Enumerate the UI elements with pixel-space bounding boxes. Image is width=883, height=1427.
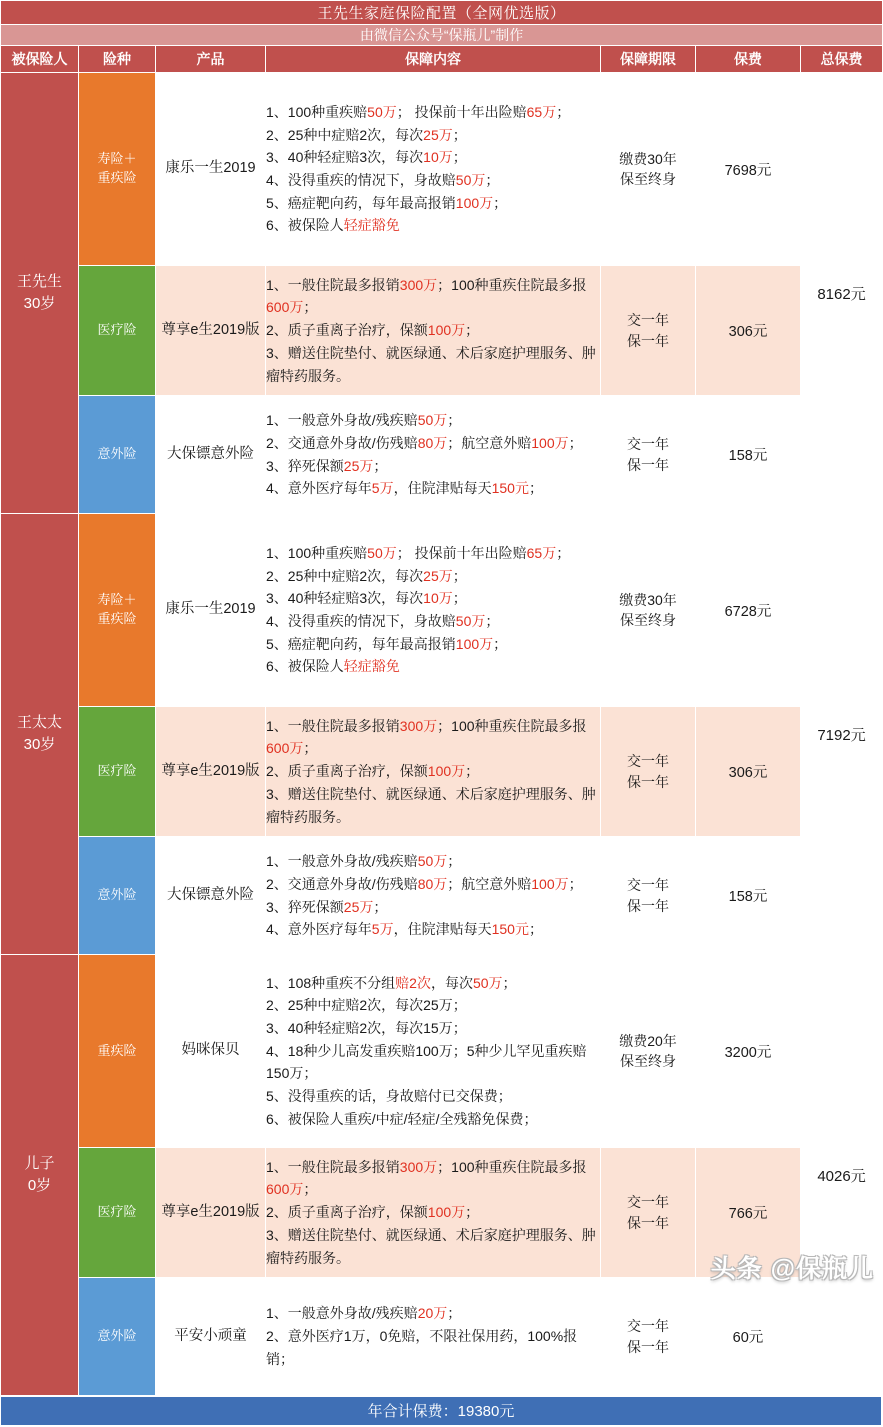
- product-name-cell: 康乐一生2019: [156, 514, 266, 707]
- coverage-period-cell: [601, 396, 696, 514]
- table-header: [1, 1, 883, 73]
- coverage-text: 1、100种重疾赔: [266, 544, 368, 561]
- coverage-period-line: 保至终身: [620, 1053, 676, 1069]
- coverage-text: 2、质子重离子治疗，保额: [266, 763, 428, 780]
- coverage-highlight: 100万: [531, 434, 569, 451]
- premium-cell: 60元: [696, 1278, 801, 1396]
- premium-cell: 766元: [696, 1148, 801, 1278]
- coverage-text: ；: [465, 1204, 480, 1221]
- coverage-text: 3、40种轻症赔3次，每次: [266, 590, 424, 607]
- coverage-line: [266, 542, 600, 565]
- col-header-total: 总保费: [801, 46, 883, 73]
- coverage-text: 4、意外医疗每年: [266, 921, 372, 938]
- table-row: [1, 837, 883, 955]
- section-total-premium-cell: 7192元: [801, 514, 883, 955]
- coverage-line: [266, 587, 600, 610]
- title-row: [1, 1, 883, 25]
- coverage-text: ；: [493, 194, 508, 211]
- coverage-period-line: 保一年: [627, 1338, 669, 1355]
- coverage-text: 4、意外医疗每年: [266, 480, 372, 497]
- coverage-line: [266, 1224, 600, 1269]
- coverage-text: ；: [452, 149, 467, 166]
- coverage-text: 4、18种少儿高发重疾赔100万；5种少儿罕见重疾赔150万；: [266, 1042, 587, 1082]
- coverage-line: [266, 994, 600, 1017]
- product-name-cell: 康乐一生2019: [156, 73, 266, 266]
- coverage-line: [266, 783, 600, 828]
- coverage-period-line: 交一年: [627, 436, 669, 453]
- coverage-highlight: 100万: [455, 635, 494, 652]
- table-row: [1, 514, 883, 707]
- coverage-content-cell: [266, 955, 601, 1148]
- coverage-text: 1、一般住院最多报销: [266, 1158, 400, 1175]
- insured-person-cell: [1, 955, 79, 1396]
- coverage-line: [266, 124, 600, 147]
- coverage-text: 5、癌症靶向药，每年最高报销: [266, 635, 456, 652]
- section-total-premium-cell: 8162元: [801, 73, 883, 514]
- premium-cell: 158元: [696, 396, 801, 514]
- coverage-highlight: 80万: [417, 875, 448, 892]
- coverage-line: [266, 1325, 600, 1370]
- insurance-type-cell: [79, 1148, 156, 1278]
- coverage-content-cell: [266, 837, 601, 955]
- premium-cell: 6728元: [696, 514, 801, 707]
- coverage-highlight: 5万: [371, 480, 394, 497]
- coverage-line: [266, 1108, 600, 1131]
- premium-cell: 306元: [696, 707, 801, 837]
- coverage-text: 1、一般意外身故/残疾赔: [266, 412, 418, 429]
- coverage-highlight: 20万: [417, 1305, 448, 1322]
- coverage-period-line: 交一年: [627, 1318, 669, 1335]
- coverage-text: ；: [502, 974, 517, 991]
- coverage-text: 2、交通意外身故/伤残赔: [266, 875, 418, 892]
- insured-name: 儿子: [24, 1154, 55, 1172]
- coverage-highlight: 150元: [491, 921, 529, 938]
- coverage-period-cell: [601, 1148, 696, 1278]
- premium-cell: 7698元: [696, 73, 801, 266]
- coverage-line: [266, 214, 600, 237]
- coverage-period-line: 交一年: [627, 753, 669, 770]
- coverage-text: ；: [447, 412, 462, 429]
- insurance-type-cell: [79, 707, 156, 837]
- coverage-period-line: 保至终身: [620, 612, 676, 628]
- coverage-highlight: 50万: [472, 974, 503, 991]
- coverage-highlight: 5万: [371, 921, 394, 938]
- insurance-type-cell: [79, 837, 156, 955]
- coverage-line: [266, 972, 600, 995]
- coverage-period-cell: [601, 514, 696, 707]
- coverage-period-line: 保一年: [627, 897, 669, 914]
- coverage-line: [266, 342, 600, 387]
- coverage-line: [266, 477, 600, 500]
- coverage-content-cell: [266, 396, 601, 514]
- coverage-text: ，住院津贴每天: [393, 921, 492, 938]
- coverage-line: [266, 1201, 600, 1224]
- coverage-text: ；: [452, 126, 467, 143]
- coverage-text: 3、赠送住院垫付、就医绿通、术后家庭护理服务、肿瘤特药服务。: [266, 785, 596, 825]
- coverage-text: ；: [452, 590, 467, 607]
- coverage-highlight: 300万: [399, 1158, 438, 1175]
- coverage-text: 1、一般意外身故/残疾赔: [266, 853, 418, 870]
- coverage-line: [266, 274, 600, 319]
- insurance-type-cell: [79, 73, 156, 266]
- coverage-text: ；: [485, 613, 500, 629]
- coverage-text: 2、25种中症赔2次，每次: [266, 567, 424, 584]
- coverage-line: [266, 1040, 600, 1085]
- coverage-period-line: 缴费20年: [619, 1032, 677, 1049]
- table-row: [1, 955, 883, 1148]
- product-name-cell: 平安小顽童: [156, 1278, 266, 1396]
- coverage-period-line: 保至终身: [620, 171, 676, 187]
- coverage-period-line: 保一年: [627, 773, 669, 790]
- coverage-line: [266, 873, 600, 896]
- table-row: [1, 1278, 883, 1396]
- col-header-insured: 被保险人: [1, 46, 79, 73]
- coverage-text: 3、猝死保额: [266, 457, 344, 474]
- coverage-period-line: 交一年: [627, 877, 669, 894]
- coverage-line: [266, 896, 600, 919]
- coverage-line: [266, 655, 600, 678]
- coverage-text: 3、赠送住院垫付、就医绿通、术后家庭护理服务、肿瘤特药服务。: [266, 1226, 596, 1266]
- page-title: 王先生家庭保险配置（全网优选版）: [1, 1, 883, 25]
- coverage-text: 6、被保险人: [266, 217, 344, 234]
- coverage-text: ；: [447, 853, 462, 870]
- insurance-type-cell: [79, 1278, 156, 1396]
- coverage-text: 6、被保险人重疾/中症/轻症/全残豁免保费；: [266, 1110, 538, 1127]
- coverage-line: [266, 169, 600, 192]
- coverage-highlight: 10万: [423, 149, 453, 166]
- product-name-cell: 尊享e生2019版: [156, 1148, 266, 1278]
- coverage-highlight: 300万: [399, 717, 438, 734]
- coverage-text: ；: [465, 322, 480, 339]
- coverage-period-line: 保一年: [627, 332, 669, 349]
- coverage-text: 2、交通意外身故/伤残赔: [266, 434, 418, 451]
- table-row: [1, 73, 883, 266]
- coverage-text: 3、猝死保额: [266, 898, 344, 915]
- coverage-highlight: 600万: [266, 1181, 304, 1198]
- coverage-text: 3、40种轻症赔3次，每次: [266, 149, 424, 166]
- coverage-text: ，每次: [430, 974, 473, 991]
- coverage-highlight: 10万: [423, 590, 453, 607]
- insurance-type-label: 意外险: [97, 1328, 137, 1344]
- premium-cell: 306元: [696, 266, 801, 396]
- coverage-text: 1、一般住院最多报销: [266, 276, 400, 293]
- coverage-period-cell: [601, 1278, 696, 1396]
- coverage-text: ；: [528, 480, 543, 497]
- premium-cell: 3200元: [696, 955, 801, 1148]
- coverage-highlight: 600万: [266, 740, 304, 757]
- insurance-type-cell: [79, 955, 156, 1148]
- coverage-line: [266, 1017, 600, 1040]
- coverage-line: [266, 1085, 600, 1108]
- coverage-content-cell: [266, 266, 601, 396]
- table-row: [1, 396, 883, 514]
- insurance-type-cell: [79, 266, 156, 396]
- col-header-period: 保障期限: [601, 46, 696, 73]
- table-row: [1, 1148, 883, 1278]
- coverage-highlight: 65万: [526, 544, 557, 561]
- insurance-type-label: 重疾险: [97, 611, 137, 626]
- coverage-line: [266, 146, 600, 169]
- column-header-row: [1, 46, 883, 73]
- coverage-period-line: 保一年: [627, 1214, 669, 1231]
- col-header-coverage: 保障内容: [266, 46, 601, 73]
- insurance-type-cell: [79, 514, 156, 707]
- coverage-content-cell: [266, 73, 601, 266]
- coverage-text: 3、40种轻症赔2次，每次15万；: [266, 1019, 467, 1036]
- coverage-highlight: 轻症豁免: [343, 217, 400, 234]
- coverage-text: ；100种重疾住院最多报: [437, 276, 587, 293]
- coverage-line: [266, 192, 600, 215]
- insurance-type-label: 医疗险: [97, 763, 137, 779]
- coverage-text: ；: [465, 763, 480, 780]
- col-header-type: 险种: [79, 46, 156, 73]
- coverage-text: ；: [303, 299, 318, 316]
- coverage-text: 2、意外医疗1万，0免赔，不限社保用药，100%报销；: [266, 1328, 578, 1367]
- coverage-text: ；: [528, 921, 543, 938]
- insured-age: 30岁: [23, 736, 56, 753]
- coverage-highlight: 50万: [367, 103, 397, 120]
- insurance-type-label: 重疾险: [97, 1042, 137, 1058]
- coverage-period-line: 交一年: [627, 1194, 669, 1211]
- coverage-text: ；: [568, 875, 583, 892]
- coverage-text: ；100种重疾住院最多报: [437, 717, 587, 734]
- insurance-type-label: 意外险: [97, 887, 137, 903]
- col-header-product: 产品: [156, 46, 266, 73]
- coverage-text: ；: [493, 635, 508, 652]
- coverage-text: ；: [373, 457, 388, 474]
- coverage-text: 2、质子重离子治疗，保额: [266, 1204, 428, 1221]
- coverage-period-cell: [601, 955, 696, 1148]
- coverage-text: ；航空意外赔: [447, 875, 532, 892]
- coverage-text: ，住院津贴每天: [393, 480, 492, 497]
- coverage-text: ；: [568, 434, 583, 451]
- coverage-text: ； 投保前十年出险赔: [396, 544, 527, 561]
- coverage-period-line: 交一年: [627, 312, 669, 329]
- coverage-period-cell: [601, 266, 696, 396]
- page-subtitle: 由微信公众号“保瓶儿”制作: [1, 25, 883, 46]
- coverage-highlight: 50万: [417, 853, 448, 870]
- table-row: [1, 266, 883, 396]
- insurance-type-label: 寿险＋: [97, 151, 137, 167]
- coverage-highlight: 300万: [399, 276, 438, 293]
- product-name-cell: 大保镖意外险: [156, 837, 266, 955]
- insurance-type-label: 重疾险: [97, 170, 137, 185]
- coverage-highlight: 80万: [417, 434, 448, 451]
- coverage-line: [266, 715, 600, 760]
- coverage-line: [266, 565, 600, 588]
- coverage-line: [266, 633, 600, 656]
- premium-cell: 158元: [696, 837, 801, 955]
- coverage-period-cell: [601, 837, 696, 955]
- insurance-type-label: 寿险＋: [97, 592, 137, 608]
- coverage-highlight: 100万: [531, 875, 569, 892]
- coverage-highlight: 65万: [526, 103, 557, 120]
- coverage-period-line: 缴费30年: [619, 591, 677, 608]
- product-name-cell: 尊享e生2019版: [156, 266, 266, 396]
- coverage-highlight: 600万: [266, 299, 304, 316]
- product-name-cell: 大保镖意外险: [156, 396, 266, 514]
- insured-age: 30岁: [23, 295, 56, 312]
- insured-name: 王先生: [16, 272, 62, 290]
- coverage-period-line: 保一年: [627, 456, 669, 473]
- coverage-highlight: 25万: [343, 457, 374, 474]
- coverage-text: 3、赠送住院垫付、就医绿通、术后家庭护理服务、肿瘤特药服务。: [266, 344, 596, 384]
- coverage-highlight: 25万: [343, 898, 374, 915]
- insured-name: 王太太: [16, 713, 62, 731]
- coverage-text: 2、25种中症赔2次，每次25万；: [266, 997, 467, 1014]
- insurance-type-cell: [79, 396, 156, 514]
- insurance-type-label: 医疗险: [97, 1204, 137, 1220]
- coverage-text: ；: [556, 103, 571, 120]
- insurance-type-label: 医疗险: [97, 322, 137, 338]
- coverage-highlight: 100万: [427, 322, 466, 339]
- insured-age: 0岁: [27, 1177, 52, 1194]
- coverage-period-line: 缴费30年: [619, 150, 677, 167]
- table-body: [1, 73, 883, 1396]
- coverage-text: 4、没得重疾的情况下，身故赔: [266, 172, 456, 188]
- coverage-highlight: 100万: [427, 1204, 466, 1221]
- coverage-text: 6、被保险人: [266, 658, 344, 675]
- coverage-text: ；: [556, 544, 571, 561]
- col-header-premium: 保费: [696, 46, 801, 73]
- subtitle-row: [1, 25, 883, 46]
- coverage-line: [266, 409, 600, 432]
- insured-person-cell: [1, 73, 79, 514]
- coverage-line: [266, 101, 600, 124]
- coverage-highlight: 25万: [423, 126, 453, 143]
- coverage-line: [266, 760, 600, 783]
- coverage-line: [266, 319, 600, 342]
- coverage-line: [266, 918, 600, 941]
- coverage-text: 5、没得重疾的话，身故赔付已交保费；: [266, 1088, 512, 1104]
- coverage-text: ；: [303, 1181, 318, 1198]
- coverage-text: ；100种重疾住院最多报: [437, 1158, 587, 1175]
- coverage-text: 5、癌症靶向药，每年最高报销: [266, 194, 456, 211]
- coverage-text: 1、一般住院最多报销: [266, 717, 400, 734]
- watermark: 头条 @保瓶儿: [710, 1255, 874, 1283]
- coverage-highlight: 100万: [455, 194, 494, 211]
- coverage-text: ； 投保前十年出险赔: [396, 103, 527, 120]
- coverage-text: 1、108种重疾不分组: [266, 974, 396, 991]
- insurance-type-label: 意外险: [97, 446, 137, 462]
- coverage-highlight: 轻症豁免: [343, 658, 400, 675]
- coverage-line: [266, 850, 600, 873]
- coverage-content-cell: [266, 1148, 601, 1278]
- coverage-text: ；: [485, 172, 500, 188]
- coverage-text: 4、没得重疾的情况下，身故赔: [266, 613, 456, 629]
- section-total-premium-cell: 4026元: [801, 955, 883, 1396]
- coverage-text: ；: [447, 1305, 462, 1322]
- coverage-highlight: 赔2次: [395, 974, 431, 991]
- coverage-text: 2、25种中症赔2次，每次: [266, 126, 424, 143]
- coverage-text: ；航空意外赔: [447, 434, 532, 451]
- coverage-highlight: 50万: [417, 412, 448, 429]
- coverage-line: [266, 1302, 600, 1325]
- coverage-text: 1、100种重疾赔: [266, 103, 368, 120]
- coverage-content-cell: [266, 514, 601, 707]
- coverage-highlight: 150元: [491, 480, 529, 497]
- table-row: [1, 707, 883, 837]
- insured-person-cell: [1, 514, 79, 955]
- coverage-content-cell: [266, 1278, 601, 1396]
- coverage-period-cell: [601, 707, 696, 837]
- coverage-highlight: 100万: [427, 763, 466, 780]
- coverage-text: ；: [452, 567, 467, 584]
- coverage-highlight: 50万: [455, 613, 486, 629]
- coverage-text: 1、一般意外身故/残疾赔: [266, 1305, 418, 1322]
- product-name-cell: 妈咪保贝: [156, 955, 266, 1148]
- coverage-line: [266, 1156, 600, 1201]
- coverage-line: [266, 610, 600, 633]
- coverage-line: [266, 432, 600, 455]
- coverage-highlight: 25万: [423, 567, 453, 584]
- coverage-text: 2、质子重离子治疗，保额: [266, 322, 428, 339]
- coverage-highlight: 50万: [455, 172, 486, 188]
- coverage-period-cell: [601, 73, 696, 266]
- coverage-highlight: 50万: [367, 544, 397, 561]
- coverage-text: ；: [373, 898, 388, 915]
- coverage-line: [266, 455, 600, 478]
- coverage-content-cell: [266, 707, 601, 837]
- product-name-cell: 尊享e生2019版: [156, 707, 266, 837]
- coverage-text: ；: [303, 740, 318, 757]
- annual-total-bar: 年合计保费：19380元: [0, 1396, 882, 1426]
